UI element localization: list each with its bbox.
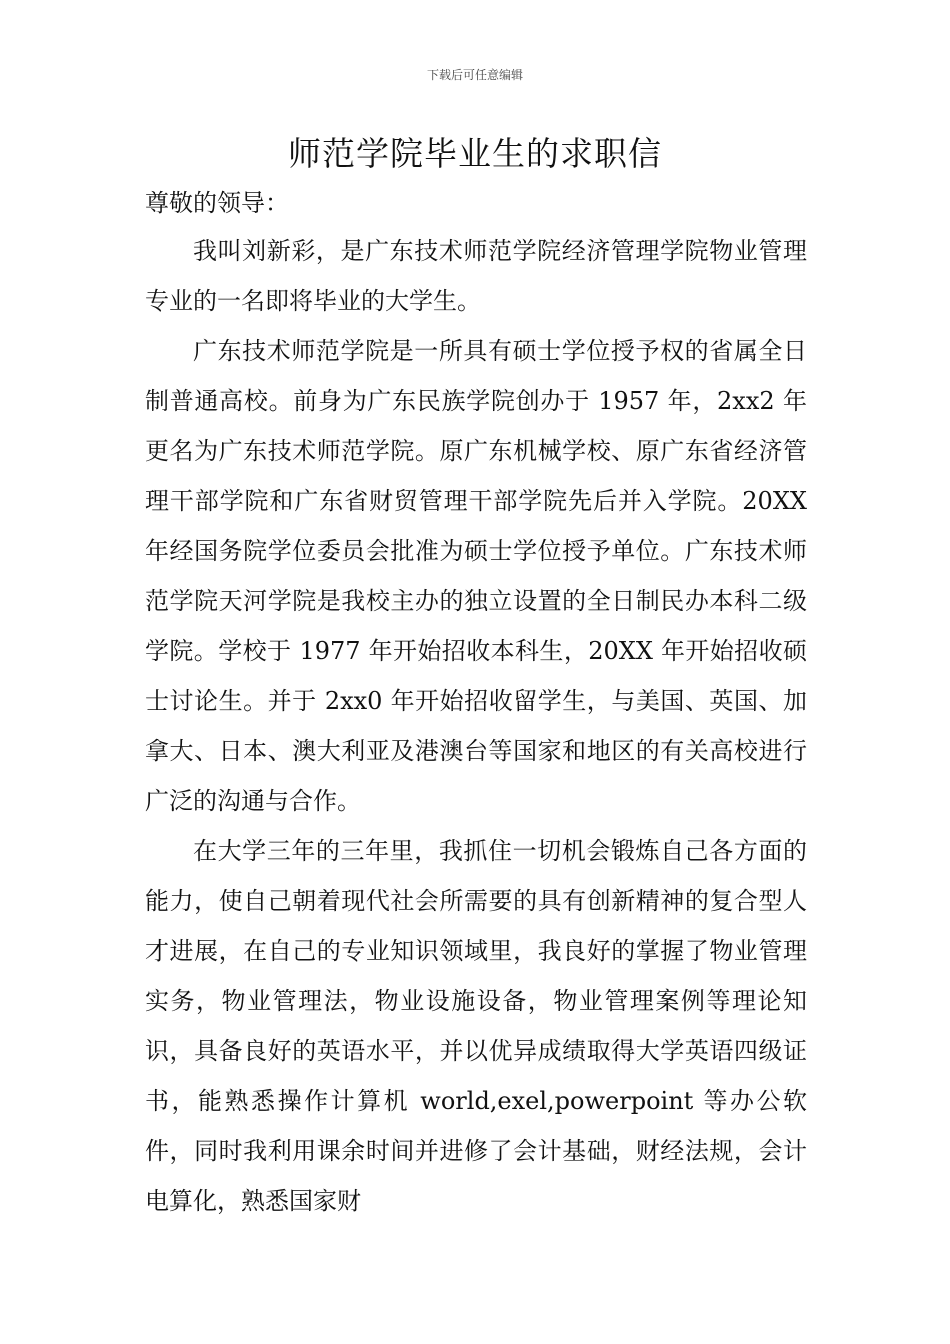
page-title: 师范学院毕业生的求职信: [288, 134, 662, 173]
paragraph-intro: 我叫刘新彩，是广东技术师范学院经济管理学院物业管理专业的一名即将毕业的大学生。: [145, 237, 807, 315]
paragraph-school: 广东技术师范学院是一所具有硕士学位授予权的省属全日制普通高校。前身为广东民族学院创办于 1957 年，2xx2 年更名为广东技术师范学院。原广东机械学校、原广东省经济管理干部学院和广东省财贸管理干部学院先后并入学院。20XX 年经国务院学位委员会批准为硕士学位授予单位。广东技术师范学院天河学院是我校主办的独立设置的全日制民办本科二级学院。学校于 1977 年开始招收本科生，20XX 年开始招收硕士讨论生。并于 2xx0 年开始招收留学生，与美国、英国、加拿大、日本、澳大利亚及港澳台等国家和地区的有关高校进行广泛的沟通与合作。: [145, 337, 807, 815]
paragraph-skills: 在大学三年的三年里，我抓住一切机会锻炼自己各方面的能力，使自己朝着现代社会所需要的具有创新精神的复合型人才进展，在自己的专业知识领域里，我良好的掌握了物业管理实务，物业管理法，物业设施设备，物业管理案例等理论知识，具备良好的英语水平，并以优异成绩取得大学英语四级证书，能熟悉操作计算机 world,exel,powerpoint 等办公软件，同时我利用课余时间并进修了会计基础，财经法规，会计电算化，熟悉国家财: [145, 837, 807, 1215]
header-note: 下载后可任意编辑: [426, 68, 523, 82]
letter-body: [145, 180, 807, 1226]
salutation: 尊敬的领导：: [145, 189, 289, 217]
